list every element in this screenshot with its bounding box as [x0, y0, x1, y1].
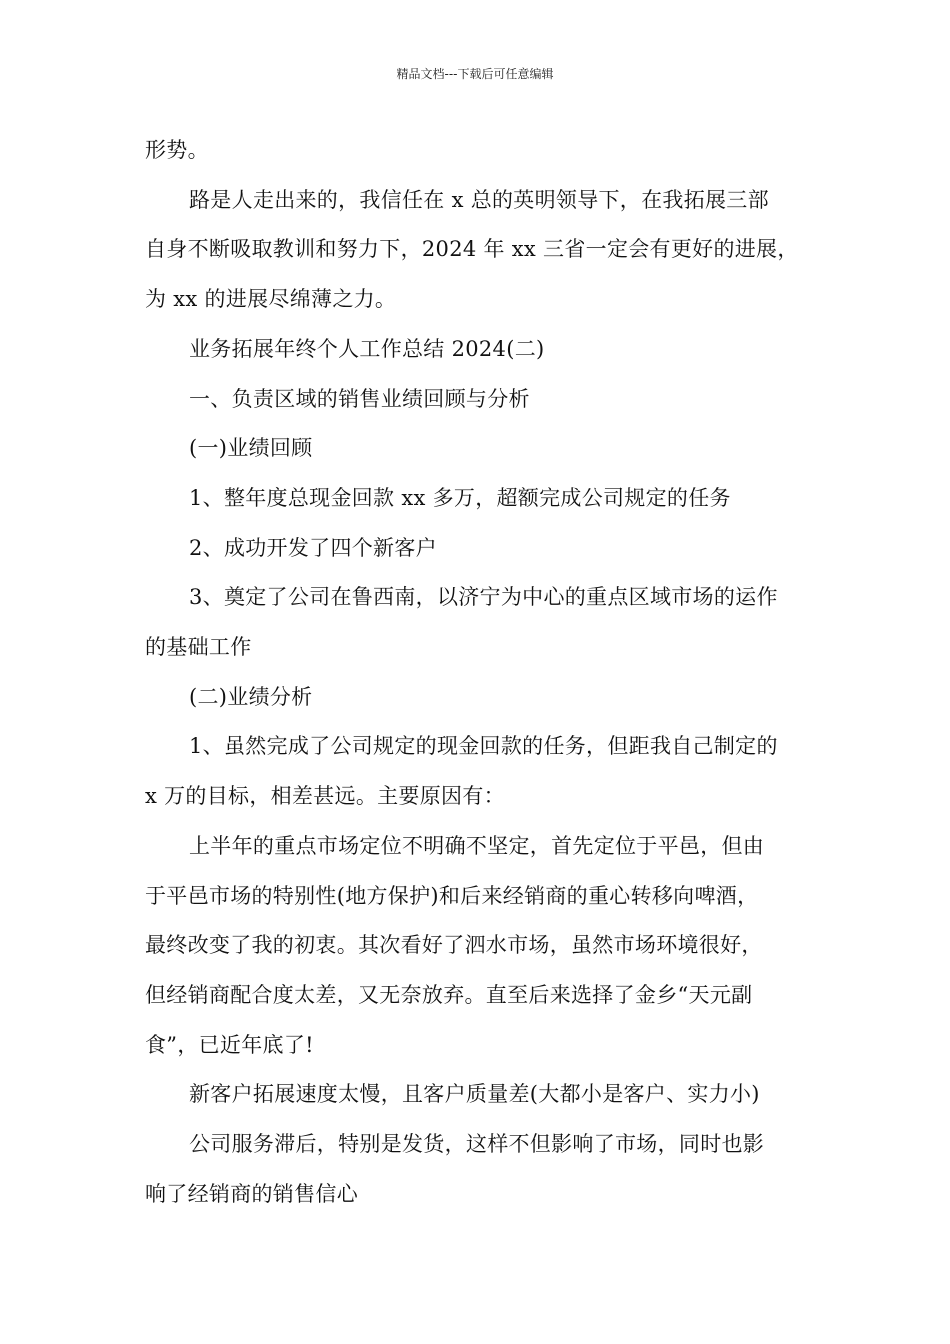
- paragraph-line: 一、负责区域的销售业绩回顾与分析: [189, 386, 530, 411]
- paragraph-line: 最终改变了我的初衷。其次看好了泗水市场，虽然市场环境很好，: [145, 933, 763, 958]
- paragraph-line: (二)业绩分析: [189, 684, 313, 709]
- paragraph-line: 路是人走出来的，我信任在 x 总的英明领导下，在我拓展三部: [189, 187, 769, 212]
- paragraph-line: 2、成功开发了四个新客户: [189, 535, 437, 560]
- paragraph-line: 食”，已近年底了!: [145, 1032, 314, 1057]
- paragraph-line: x 万的目标，相差甚远。主要原因有：: [145, 784, 505, 809]
- paragraph-line: 1、整年度总现金回款 xx 多万，超额完成公司规定的任务: [189, 485, 731, 510]
- page-header: 精品文档---下载后可任意编辑: [396, 67, 554, 81]
- document-body: [145, 126, 807, 1219]
- paragraph-line: 形势。: [145, 138, 209, 162]
- paragraph-line: 响了经销商的销售信心: [145, 1181, 358, 1206]
- paragraph-line: 的基础工作: [145, 635, 252, 660]
- paragraph-line: (一)业绩回顾: [189, 436, 313, 461]
- paragraph-line: 3、奠定了公司在鲁西南，以济宁为中心的重点区域市场的运作: [189, 585, 778, 610]
- paragraph-line: 为 xx 的进展尽绵薄之力。: [145, 287, 397, 312]
- paragraph-line: 但经销商配合度太差，又无奈放弃。直至后来选择了金乡“天元副: [145, 982, 753, 1007]
- paragraph-line: 上半年的重点市场定位不明确不坚定，首先定位于平邑，但由: [189, 833, 765, 858]
- paragraph-line: 自身不断吸取教训和努力下，2024 年 xx 三省一定会有更好的进展，: [145, 237, 799, 262]
- paragraph-line: 于平邑市场的特别性(地方保护)和后来经销商的重心转移向啤酒，: [145, 883, 759, 908]
- paragraph-line: 公司服务滞后，特别是发货，这样不但影响了市场，同时也影: [189, 1132, 765, 1157]
- paragraph-line: 1、虽然完成了公司规定的现金回款的任务，但距我自己制定的: [189, 734, 778, 759]
- paragraph-line: 业务拓展年终个人工作总结 2024(二): [189, 336, 545, 361]
- paragraph-line: 新客户拓展速度太慢，且客户质量差(大都小是客户、实力小): [189, 1082, 760, 1107]
